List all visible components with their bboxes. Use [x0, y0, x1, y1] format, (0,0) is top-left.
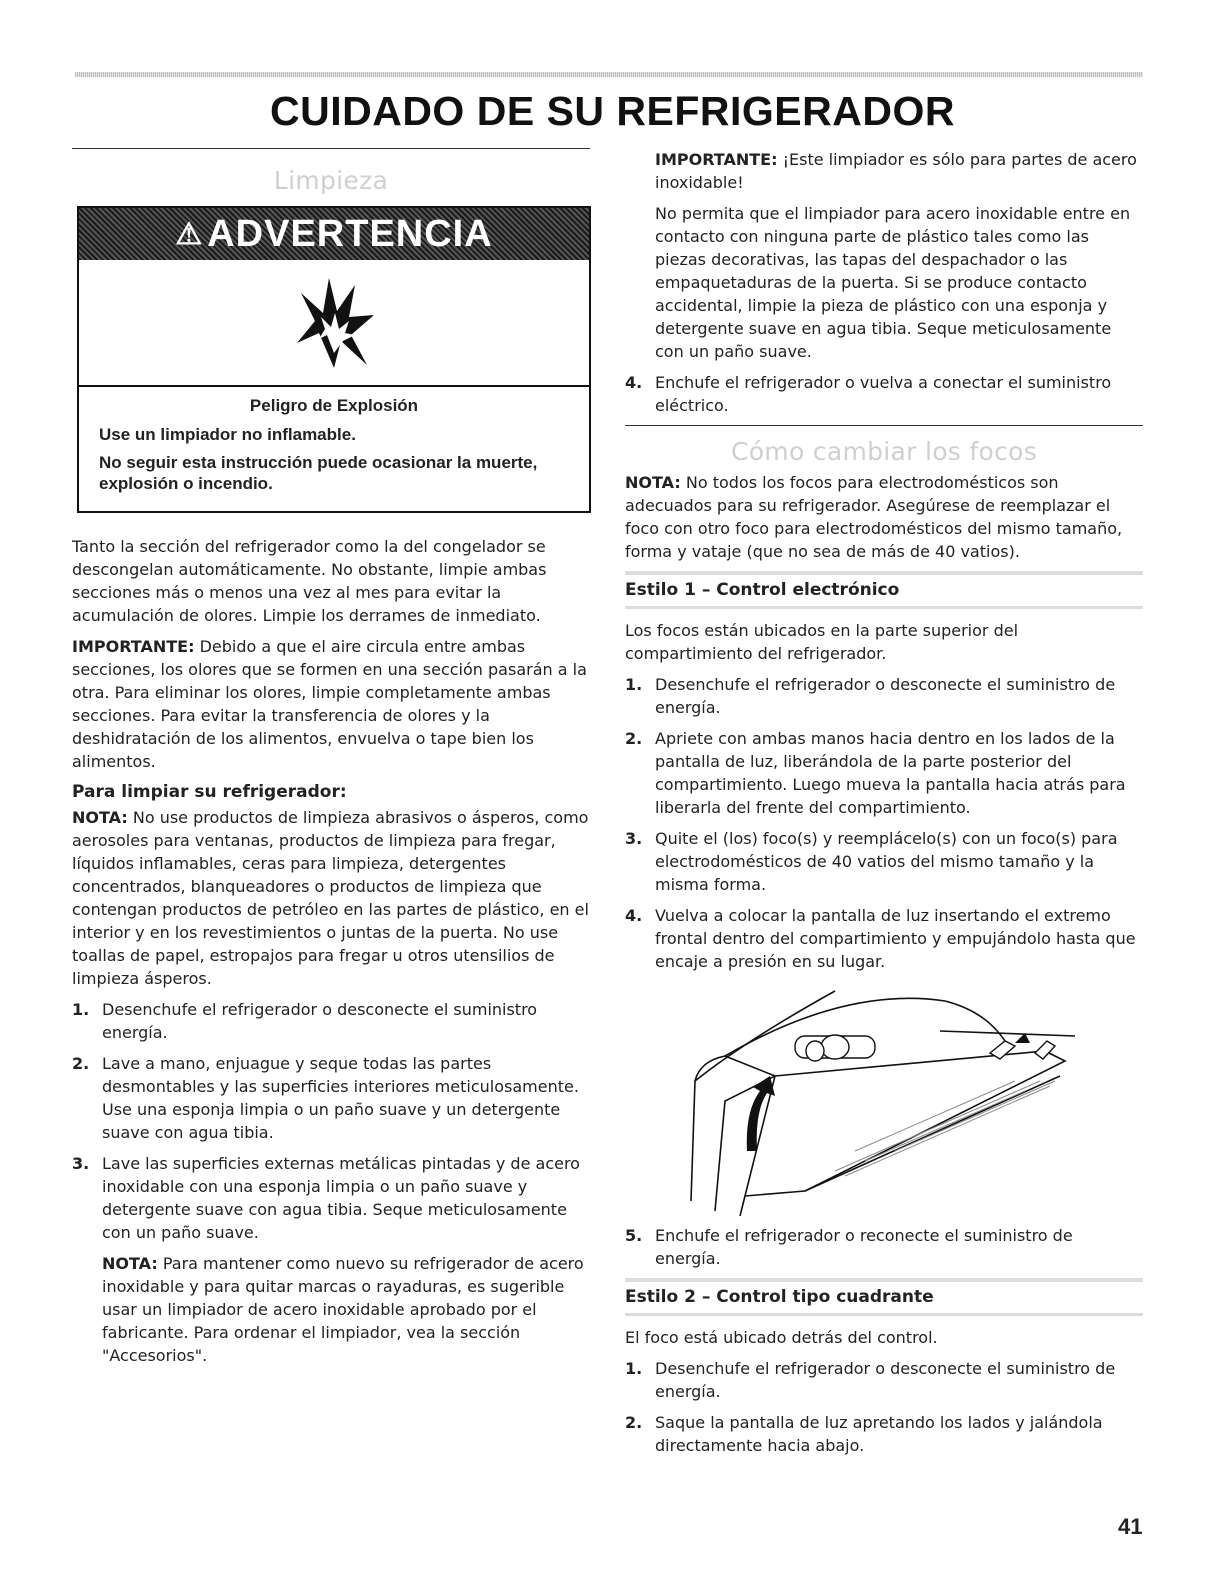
list-item: 2. Saque la pantalla de luz apretando los lados y jalándola directamente hacia abajo. [625, 1413, 1103, 1455]
warning-header [79, 208, 589, 260]
list-item: 1. Desenchufe el refrigerador o desconecte el suministro de energía. [625, 675, 1116, 717]
section-divider [625, 425, 1143, 426]
warning-box [77, 206, 591, 513]
important-label: IMPORTANTE: [72, 637, 195, 656]
step4-list [625, 371, 1143, 417]
nota3-text: No todos los focos para electrodomésticos son adecuados para su refrigerador. Asegúrese de reemplazar el foco con otro foco para electrodomésticos del mismo tamaño, forma y vataje (que no sea de más de 40 vatios). [625, 473, 1123, 561]
important-text: Debido a que el aire circula entre ambas secciones, los olores que se formen en una sección pasarán a la otra. Para eliminar los olores, limpie completamente ambas secciones. Para evitar la transferencia de olores y la deshidratación de los alimentos, envuelva o tape bien los alimentos. [72, 637, 587, 771]
right-column [625, 148, 1143, 1465]
style2-intro: El foco está ubicado detrás del control. [625, 1328, 938, 1347]
important2-label: IMPORTANTE: [655, 150, 778, 169]
nota-text: No use productos de limpieza abrasivos o ásperos, como aerosoles para ventanas, productos de limpieza para fregar, líquidos inflamables, ceras para limpieza, detergentes concentrados, blanqueadores o productos de limpieza que contengan productos de petróleo en las partes de plástico, en el interior y en los revestimientos o juntas de la puerta. No use toallas de papel, estropajos para fregar u otros utensilios de limpieza ásperos. [72, 808, 589, 988]
list-item: 5. Enchufe el refrigerador o reconecte el suministro de energía. [625, 1226, 1073, 1268]
page-number: 41 [1118, 1514, 1143, 1539]
step5-list [625, 1224, 1143, 1270]
section-title-focos: Cómo cambiar los focos [730, 437, 1038, 466]
nota3-label: NOTA: [625, 473, 681, 492]
style1-intro: Los focos están ubicados en la parte superior del compartimiento del refrigerador. [625, 621, 1019, 663]
nota-label: NOTA: [72, 808, 128, 827]
list-item: 4. Vuelva a colocar la pantalla de luz insertando el extremo frontal dentro del compartimiento y empujándolo hasta que encaje a presión en su lugar. [625, 906, 1136, 971]
nota2-paragraph [72, 1252, 590, 1367]
nota-paragraph [72, 806, 590, 990]
explosion-icon [79, 260, 589, 387]
left-column [72, 148, 590, 1375]
clean-heading: Para limpiar su refrigerador: [72, 782, 347, 802]
warning-header-label: ADVERTENCIA [207, 212, 493, 255]
style2-heading: Estilo 2 – Control tipo cuadrante [625, 1278, 1143, 1316]
list-item: 3. Quite el (los) foco(s) y reemplácelo(s) con un foco(s) para electrodomésticos de 40 vatios del mismo tamaño y la misma forma. [625, 829, 1118, 894]
important2-text: ¡Este limpiador es sólo para partes de acero inoxidable! [655, 150, 1137, 192]
nota3-paragraph [625, 471, 1143, 563]
intro-paragraph: Tanto la sección del refrigerador como la del congelador se descongelan automáticamente. No obstante, limpie ambas secciones más o menos una vez al mes para evitar la acumulación de olores. Limpie los derrames de inmediato. [72, 537, 547, 625]
warning-body [79, 387, 589, 511]
style2-steps [625, 1357, 1143, 1457]
page-title: CUIDADO DE SU REFRIGERADOR [270, 88, 955, 134]
warning-line-1: Use un limpiador no inflamable. [99, 425, 356, 444]
list-item: 3. Lave las superficies externas metálicas pintadas y de acero inoxidable con una esponja limpia o un paño suave y detergente suave con agua tibia. Seque meticulosamente con un paño suave. [72, 1154, 580, 1242]
nota2-label: NOTA: [102, 1254, 158, 1273]
list-item: 2. Apriete con ambas manos hacia dentro en los lados de la pantalla de luz, liberándola de la parte posterior del compartimiento. Luego mueva la pantalla hacia atrás para liberarla del frente del compartimiento. [625, 729, 1126, 817]
important2-paragraph [625, 148, 1143, 194]
light-shield-diagram [685, 981, 1085, 1216]
warning-title: Peligro de Explosión [249, 396, 419, 415]
nota2-text: Para mantener como nuevo su refrigerador de acero inoxidable y para quitar marcas o rayaduras, es sugerible usar un limpiador de acero inoxidable aprobado por el fabricante. Para ordenar el limpiador, vea la sección "Accesorios". [102, 1254, 584, 1365]
list-item: 1. Desenchufe el refrigerador o desconecte el suministro de energía. [625, 1359, 1116, 1401]
style1-steps [625, 673, 1143, 973]
section-divider [72, 148, 590, 149]
style1-heading: Estilo 1 – Control electrónico [625, 571, 1143, 609]
section-title-limpieza: Limpieza [273, 166, 389, 195]
list-item: 2. Lave a mano, enjuague y seque todas las partes desmontables y las superficies interiores meticulosamente. Use una esponja limpia o un paño suave y un detergente suave con agua tibia. [72, 1054, 579, 1142]
top-decorative-bar [75, 72, 1143, 77]
list-item: 4. Enchufe el refrigerador o vuelva a conectar el suministro eléctrico. [625, 373, 1112, 415]
plastic-paragraph: No permita que el limpiador para acero inoxidable entre en contacto con ninguna parte de plástico tales como las piezas decorativas, las tapas del despachador o las empaquetaduras de la puerta. Si se produce contacto accidental, limpie la pieza de plástico con una esponja y detergente suave en agua tibia. Seque meticulosamente con un paño suave. [655, 204, 1131, 361]
list-item: 1. Desenchufe el refrigerador o desconecte el suministro energía. [72, 1000, 538, 1042]
cleaning-steps [72, 998, 590, 1244]
important-paragraph [72, 635, 590, 773]
warning-line-2: No seguir esta instrucción puede ocasionar la muerte, explosión o incendio. [99, 453, 538, 493]
warning-triangle-icon: ⚠ [175, 217, 204, 251]
